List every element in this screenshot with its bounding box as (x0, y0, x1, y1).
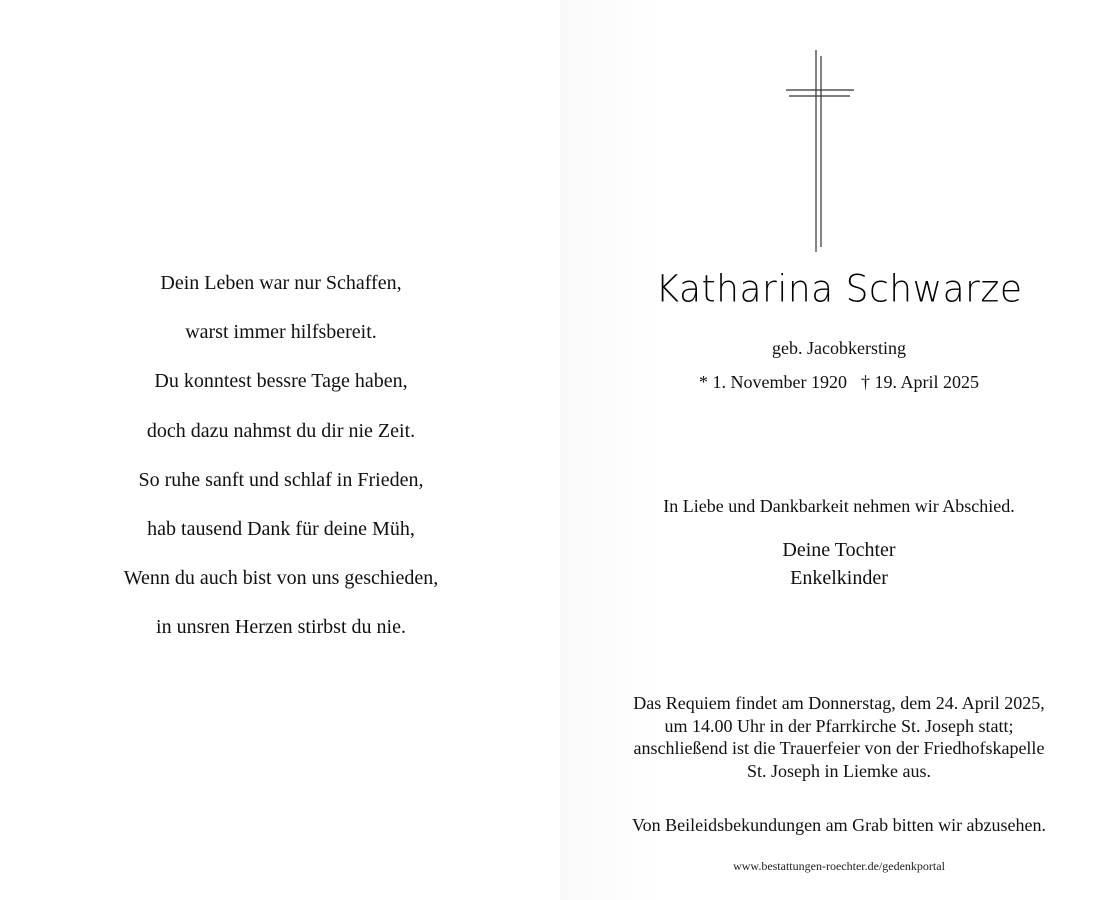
cross-icon (560, 0, 1118, 270)
requiem-line: anschließend ist die Trauerfeier von der Friedhofskapelle (633, 738, 1045, 758)
poem-line: doch dazu nahmst du dir nie Zeit. (146, 419, 416, 442)
life-dates (560, 372, 1118, 393)
death-date: † 19. April 2025 (860, 372, 979, 392)
website-link: www.bestattungen-roechter.de/gedenkportal (733, 859, 945, 873)
mourner: Enkelkinder (790, 567, 888, 589)
mourners (560, 537, 1118, 593)
poem-line: Wenn du auch bist von uns geschieden, (123, 567, 439, 590)
poem-line: in unsren Herzen stirbst du nie. (156, 616, 406, 639)
mourner: Deine Tochter (782, 539, 896, 561)
condolence-note: Von Beileidsbekundungen am Grab bitten wir abzusehen. (631, 815, 1047, 835)
farewell-text: In Liebe und Dankbarkeit nehmen wir Abschied. (663, 496, 1015, 516)
poem-line: warst immer hilfsbereit. (185, 321, 377, 344)
requiem-line: St. Joseph in Liemke aus. (747, 760, 931, 781)
requiem-info (560, 692, 1118, 782)
birth-name: geb. Jacobkersting (772, 338, 906, 358)
poem-line: Dein Leben war nur Schaffen, (160, 272, 402, 294)
birth-date: * 1. November 1920 (699, 372, 847, 392)
poem-line: Du konntest bessre Tage haben, (154, 370, 408, 393)
requiem-line: Das Requiem findet am Donnerstag, dem 24. April 2025, (633, 693, 1045, 713)
requiem-line: um 14.00 Uhr in der Pfarrkirche St. Joseph statt; (664, 715, 1014, 736)
deceased-name: Katharina Schwarze (655, 267, 1023, 312)
poem-line: So ruhe sanft und schlaf in Frieden, (138, 468, 424, 491)
poem-line: hab tausend Dank für deine Müh, (147, 517, 415, 540)
right-page (560, 0, 1118, 900)
poem (0, 260, 562, 654)
